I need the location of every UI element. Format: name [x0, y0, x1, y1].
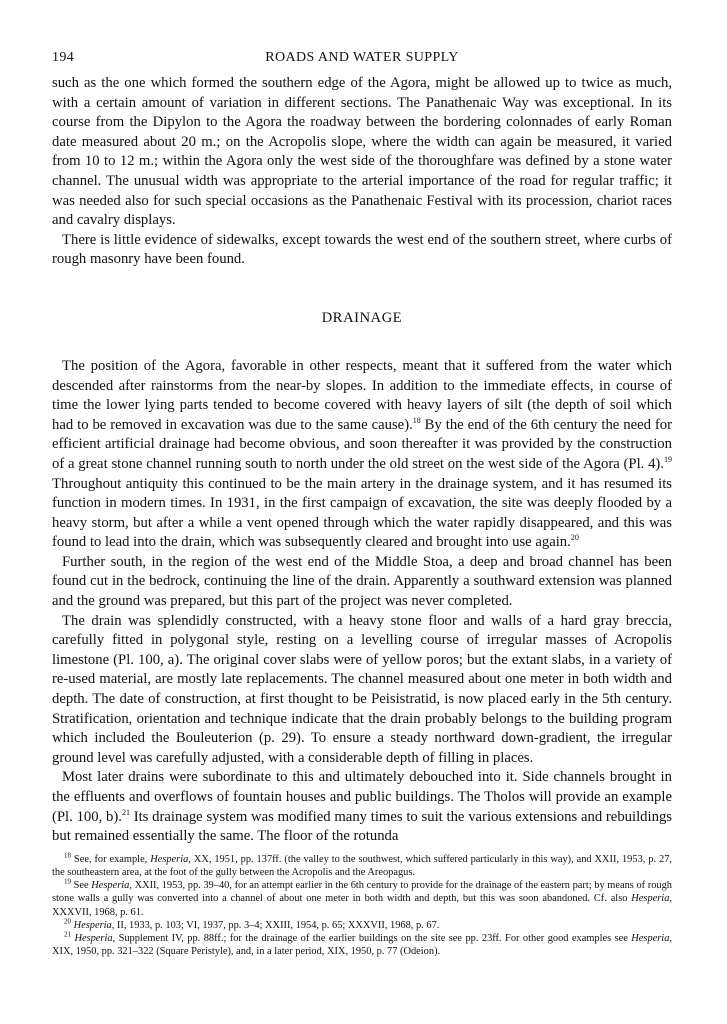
footnote-ref-21: 21: [121, 807, 130, 817]
footnote-ref-20: 20: [570, 533, 579, 543]
footnote-ref-19: 19: [664, 455, 672, 465]
journal-title: Hesperia: [73, 919, 112, 931]
text-run: Its drainage system was modified many times to suit the various extensions and rebuildings but remained essentially the same. The floor of the rotunda: [52, 808, 672, 845]
drainage-paragraph-2: Further south, in the region of the west end of the Middle Stoa, a deep and broad channel has been found cut in the bedrock, continuing the line of the drain. Apparently a southward extension was planned and the ground was prepared, but this part of the project was never completed.: [52, 553, 672, 610]
footnote-text: , XX, 1951, pp. 137ff. (the valley to the southwest, which suffered particularly in this way), and XXII, 1953, p. 27, the southeastern area, at the foot of the gully between the Acropolis and the Areopagus.: [52, 853, 672, 878]
footnote-text: , XXII, 1953, pp. 39–40, for an attempt earlier in the 6th century to provide for the drainage of the eastern part; by means of rough stone walls a gully was converted into a channel of about one meter in both width and depth, but this was soon abandoned. Cf. also: [52, 880, 672, 905]
footnote-text: , Supplement IV, pp. 88ff.; for the drainage of the earlier buildings on the site see pp. 23ff. For other good examples see: [112, 933, 632, 944]
footnotes: [52, 853, 672, 959]
journal-title: Hesperia: [631, 893, 670, 905]
running-head: [52, 50, 672, 74]
footnote-ref-18: 18: [412, 415, 421, 425]
journal-title: Hesperia: [631, 933, 670, 944]
footnote-text: , XXXVII, 1968, p. 61.: [52, 893, 672, 918]
footnote-20: [52, 919, 672, 932]
section-heading: DRAINAGE: [321, 309, 403, 326]
journal-title: Hesperia: [74, 933, 113, 944]
footnote-text: , II, 1933, p. 103; VI, 1937, pp. 3–4; XXIII, 1954, p. 65; XXXVII, 1968, p. 67.: [111, 919, 440, 931]
journal-title: Hesperia: [150, 853, 189, 865]
text-run: The position of the Agora, favorable in other respects, meant that it suffered from the water which descended after rainstorms from the near-by slopes. In addition to the immediate effects, in course of time the lower lying parts tended to become covered with heavy layers of silt (the depth of soil which had to be removed in excavation was due to the same cause).: [52, 357, 672, 433]
page-number: 194: [52, 50, 75, 65]
intro-paragraph-2: There is little evidence of sidewalks, except towards the west end of the southern street, where curbs of rough masonry have been found.: [52, 231, 672, 268]
text-run: Throughout antiquity this continued to be the main artery in the drainage system, and it has resumed its function in modern times. In 1931, in the first campaign of excavation, the site was deeply flooded by a heavy storm, but after a while a vent opened through which the water rapidly disappeared, and this was found to lead into the drain, which was subsequently cleared and brought into use again.: [52, 475, 672, 551]
footnote-18: [52, 853, 672, 879]
body-text: [52, 74, 672, 847]
footnote-mark: 20: [64, 917, 71, 926]
drainage-paragraph-3: The drain was splendidly constructed, with a heavy stone floor and walls of a hard gray breccia, carefully fitted in polygonal style, resting on a levelling course of irregular masses of Acropolis limestone (Pl. 100, a). The original cover slabs were of yellow poros; but the extant slabs, in a variety of re-used material, are mostly late replacements. The channel measured about one meter in both width and depth. The date of construction, at first thought to be Peisistratid, is now placed early in the 5th century. Stratification, orientation and technique indicate that the drain probably belongs to the building program which included the Bouleuterion (p. 29). To ensure a steady northward down-gradient, the irregular ground level was carefully adjusted, with a considerable depth of filling in places.: [52, 612, 672, 766]
footnote-19: [52, 879, 672, 919]
footnote-mark: 18: [64, 851, 71, 860]
footnote-mark: 21: [64, 930, 71, 939]
journal-title: Hesperia: [91, 880, 130, 892]
footnote-mark: 19: [64, 877, 71, 886]
intro-paragraph-1: such as the one which formed the southern edge of the Agora, might be allowed up to twice as much, with a certain amount of variation in different sections. The Panathenaic Way was exceptional. In its course from the Dipylon to the Agora the roadway between the bordering colonnades of early Roman date measured about 20 m.; on the Acropolis slope, where the width can again be measured, it varied from 10 to 12 m.; within the Agora only the west side of the thoroughfare was defined by a stone water channel. The unusual width was appropriate to the arterial importance of the road for regular traffic; it was needed also for such special occasions as the Panathenaic Festival with its procession, chariot races and cavalry displays.: [52, 75, 672, 229]
footnote-text: See: [71, 880, 92, 892]
text-run: Most later drains were subordinate to this and ultimately debouched into it. Side channels brought in the effluents and overflows of fountain houses and public buildings. The Tholos will provide an example (Pl. 100, b).: [52, 769, 672, 825]
footnote-text: , XIX, 1950, pp. 321–322 (Square Peristyle), and, in a later period, XIX, 1950, p. 77 (Odeion).: [52, 933, 672, 958]
footnote-text: See, for example,: [71, 853, 151, 865]
page: [52, 50, 672, 958]
drainage-paragraph-1: [52, 357, 672, 553]
running-title: ROADS AND WATER SUPPLY: [265, 50, 459, 65]
footnote-21: [52, 932, 672, 958]
text-run: By the end of the 6th century the need for efficient artificial drainage had become obvious, and soon thereafter it was provided by the construction of a great stone channel running south to north under the old street on the west side of the Agora (Pl. 4).: [52, 416, 672, 472]
drainage-paragraph-4: [52, 768, 672, 846]
